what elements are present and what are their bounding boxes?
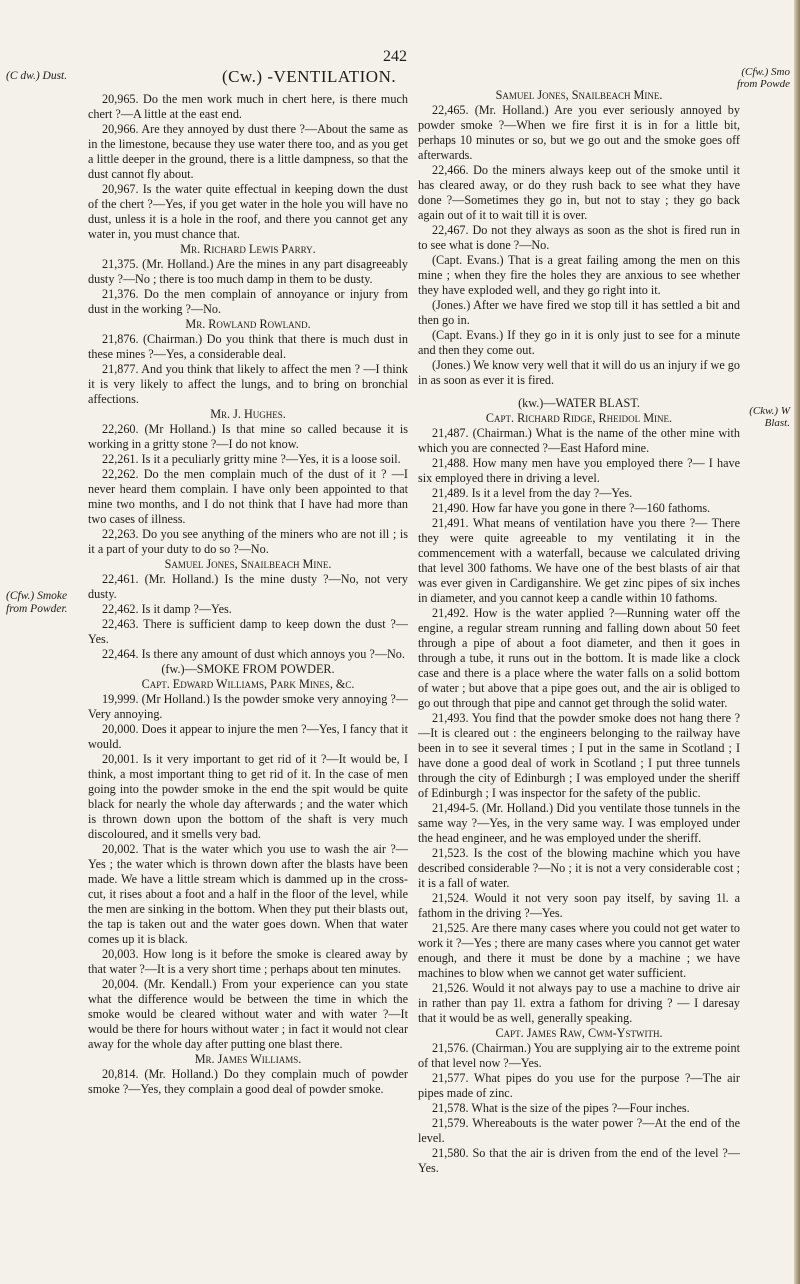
margin-note-right-blast-line1: (Ckw.) W [749,405,790,417]
left-column [88,92,408,1097]
paragraph: 21,491. What means of ventilation have you there ?— There they were quite agreeable to my ventilating it in the commencement with a waterfall, because we calculated driving that level 300 fathoms. We have one of the best blasts of air that was ever given in Cardiganshire. We get zinc pipes of six inches in diameter, and you cannot keep a candle within 10 fathoms. [418,516,740,605]
paragraph: 20,003. How long is it before the smoke is cleared away by that water ?—It is a very short time ; perhaps about ten minutes. [88,947,408,976]
page-heading: (Cw.) -VENTILATION. [222,67,397,86]
paragraph: 22,261. Is it a peculiarly gritty mine ?—Yes, it is a loose soil. [102,452,401,466]
speaker-heading: Mr. Rowland Rowland. [185,317,311,331]
paragraph: (Capt. Evans.) That is a great failing among the men on this mine ; when they fire the holes they are anxious to see whether they have exploded well, and they go right into it. [418,253,740,297]
paragraph: 20,967. Is the water quite effectual in keeping down the dust of the chert ?—Yes, if you get water in the hole you will have no dust, unless it is a hole in the roof, and there you cannot get any water in, you must chance that. [88,182,408,241]
paragraph: 21,525. Are there many cases where you could not get water to work it ?—Yes ; there are many cases where you cannot get water enough, and there it must be done by a machine ; we have machines to blow when we cannot get water sufficient. [418,921,740,980]
paragraph: (Jones.) We know very well that it will do us an injury if we go in as soon as ever it is fired. [418,358,740,387]
paragraph: 22,467. Do not they always as soon as the shot is fired run in to see what is done ?—No. [418,223,740,252]
paragraph: 20,001. Is it very important to get rid of it ?—It would be, I think, a most important thing to get rid of it. In the case of men going into the powder smoke in the end the spit would be quite black for nearly the whole day afterwards ; and the water which is thrown down upon the bottom of the shaft is very much discoloured, and it smells very bad. [88,752,408,841]
paragraph: 21,580. So that the air is driven from the end of the level ?—Yes. [418,1146,740,1175]
paragraph: 22,465. (Mr. Holland.) Are you ever seriously annoyed by powder smoke ?—When we fire first it is in for a little bit, perhaps 10 minutes or so, but we go out and the smoke goes off afterwards. [418,103,740,162]
speaker-heading: Capt. James Raw, Cwm-Ystwith. [495,1026,663,1040]
paragraph: 20,000. Does it appear to injure the men ?—Yes, I fancy that it would. [88,722,408,751]
margin-note-smoke [6,590,68,616]
paragraph: 20,814. (Mr. Holland.) Do they complain much of powder smoke ?—Yes, they complain a good deal of powder smoke. [88,1067,408,1096]
paragraph: 20,966. Are they annoyed by dust there ?—About the same as in the limestone, because they use water there too, and as you get a little deeper in the ground, there is a little dampness, so that the dust cannot fly about. [88,122,408,181]
paragraph: 21,877. And you think that likely to affect the men ? —I think it is very likely to affect the lungs, and to bring on bronchial affections. [88,362,408,406]
paragraph: 20,002. That is the water which you use to wash the air ?—Yes ; the water which is thrown down after the blasts have been made. We have a little stream which is dammed up in the cross-cut, it rises about a foot and a half in the floor of the level, while the men are sinking in the bottom. When they put their blasts out, the tap is taken out and the water goes down. When that water comes up it is black. [88,842,408,946]
paragraph: 21,523. Is the cost of the blowing machine which you have described considerable ?—No ; it is not a very considerable cost ; it is a fall of water. [418,846,740,890]
paragraph: 21,488. How many men have you employed there ?— I have six employed there in driving a level. [418,456,740,485]
paragraph: 22,466. Do the miners always keep out of the smoke until it has cleared away, or do they rush back to see what they have done ?—Sometimes they go in, but not to stay ; they go back again out of it to wait till it is over. [418,163,740,222]
margin-note-right-blast-line2: Blast. [764,417,790,429]
paragraph: 21,492. How is the water applied ?—Running water off the engine, a regular stream running and falling down about 50 feet through a pipe of about a foot diameter, and then it goes in through a tube, it runs out in the bottom. It is made like a clock case and there is a place where the water falls on a solid bottom of water ; but above that a pipe goes out, and the air is obliged to go out through that pipe and cannot get through the solid water. [418,606,740,710]
paragraph: 21,578. What is the size of the pipes ?—Four inches. [432,1101,690,1115]
paragraph: 22,461. (Mr. Holland.) Is the mine dusty ?—No, not very dusty. [88,572,408,601]
paragraph: 21,376. Do the men complain of annoyance or injury from dust in the working ?—No. [88,287,408,316]
paragraph: 21,490. How far have you gone in there ?—160 fathoms. [432,501,711,515]
margin-note-dust: (C dw.) Dust. [6,70,68,82]
spacer [418,388,740,396]
paragraph: 22,464. Is there any amount of dust which annoys you ?—No. [102,647,405,661]
paragraph: 22,462. Is it damp ?—Yes. [102,602,232,616]
paragraph: 21,876. (Chairman.) Do you think that there is much dust in these mines ?—Yes, a considerable deal. [88,332,408,361]
paragraph: 21,494-5. (Mr. Holland.) Did you ventilate those tunnels in the same way ?—Yes, in the very same way. I was employed under the head engineer, and he was employed under the sheriff. [418,801,740,845]
paragraph: 21,375. (Mr. Holland.) Are the mines in any part disagreeably dusty ?—No ; there is too much damp in them to be dusty. [88,257,408,286]
section-heading: (fw.)—SMOKE FROM POWDER. [161,662,335,676]
page-number: 242 [383,48,407,65]
paragraph: 20,965. Do the men work much in chert here, is there much chert ?—A little at the east end. [88,92,408,121]
speaker-heading: Mr. Richard Lewis Parry. [180,242,316,256]
margin-note-right-blast [749,405,790,429]
speaker-heading: Samuel Jones, Snailbeach Mine. [495,88,663,102]
margin-note-smoke-line2: from Powder. [6,603,68,615]
margin-note-smoke-line1: (Cfw.) Smoke [6,590,68,602]
paragraph: 21,487. (Chairman.) What is the name of the other mine with which you are connected ?—East Haford mine. [418,426,740,455]
speaker-heading: Capt. Edward Williams, Park Mines, &c. [141,677,355,691]
paragraph: 19,999. (Mr Holland.) Is the powder smoke very annoying ?—Very annoying. [88,692,408,721]
paragraph: 21,489. Is it a level from the day ?—Yes. [432,486,633,500]
paragraph: (Jones.) After we have fired we stop till it has settled a bit and then go in. [418,298,740,327]
speaker-heading: Capt. Richard Ridge, Rheidol Mine. [485,411,673,425]
paragraph: 22,262. Do the men complain much of the dust of it ? —I never heard them complain. I have only been appointed to that mine two months, and I do not think that I have had more than two cases of illness. [88,467,408,526]
paragraph: (Capt. Evans.) If they go in it is only just to see for a minute and then they come out. [418,328,740,357]
paragraph: 21,526. Would it not always pay to use a machine to drive air in rather than pay 1l. extra a fathom for driving ? — I daresay that it would be as well, generally speaking. [418,981,740,1025]
paragraph: 22,263. Do you see anything of the miners who are not ill ; is it a part of your duty to do so ?—No. [88,527,408,556]
paragraph: 20,004. (Mr. Kendall.) From your experience can you state what the difference would be between the time in which the smoke would be cleared without water and with water ?—It would be there for hours without water ; in fact it would not clear away for the whole day after putting one blast there. [88,977,408,1051]
paragraph: 21,576. (Chairman.) You are supplying air to the extreme point of that level now ?—Yes. [418,1041,740,1070]
paragraph: 22,260. (Mr Holland.) Is that mine so called because it is working in a gritty stone ?—I do not know. [88,422,408,451]
right-column [418,88,740,1176]
margin-note-right-top-line1: (Cfw.) Smo [741,66,790,78]
page-edge [794,0,800,1284]
margin-note-right-top-line2: from Powde [736,78,790,90]
speaker-heading: Mr. J. Hughes. [210,407,286,421]
paragraph: 21,524. Would it not very soon pay itself, by saving 1l. a fathom in the driving ?—Yes. [418,891,740,920]
margin-note-right-top [737,66,790,90]
speaker-heading: Mr. James Williams. [194,1052,302,1066]
paragraph: 22,463. There is sufficient damp to keep down the dust ?—Yes. [88,617,408,646]
paragraph: 21,493. You find that the powder smoke does not hang there ?—It is cleared out : the engineers belonging to the railway have been in to see it several times ; I put in the same in Scotland ; I have done a good deal of work in Scotland ; I put three tunnels through the city of Edinburgh ; I was employed under the sheriff of Edinburgh ; I was inspector for the safety of the public. [418,711,740,800]
section-heading: (kw.)—WATER BLAST. [518,396,640,410]
paragraph: 21,577. What pipes do you use for the purpose ?—The air pipes made of zinc. [418,1071,740,1100]
speaker-heading: Samuel Jones, Snailbeach Mine. [164,557,332,571]
paragraph: 21,579. Whereabouts is the water power ?—At the end of the level. [418,1116,740,1145]
